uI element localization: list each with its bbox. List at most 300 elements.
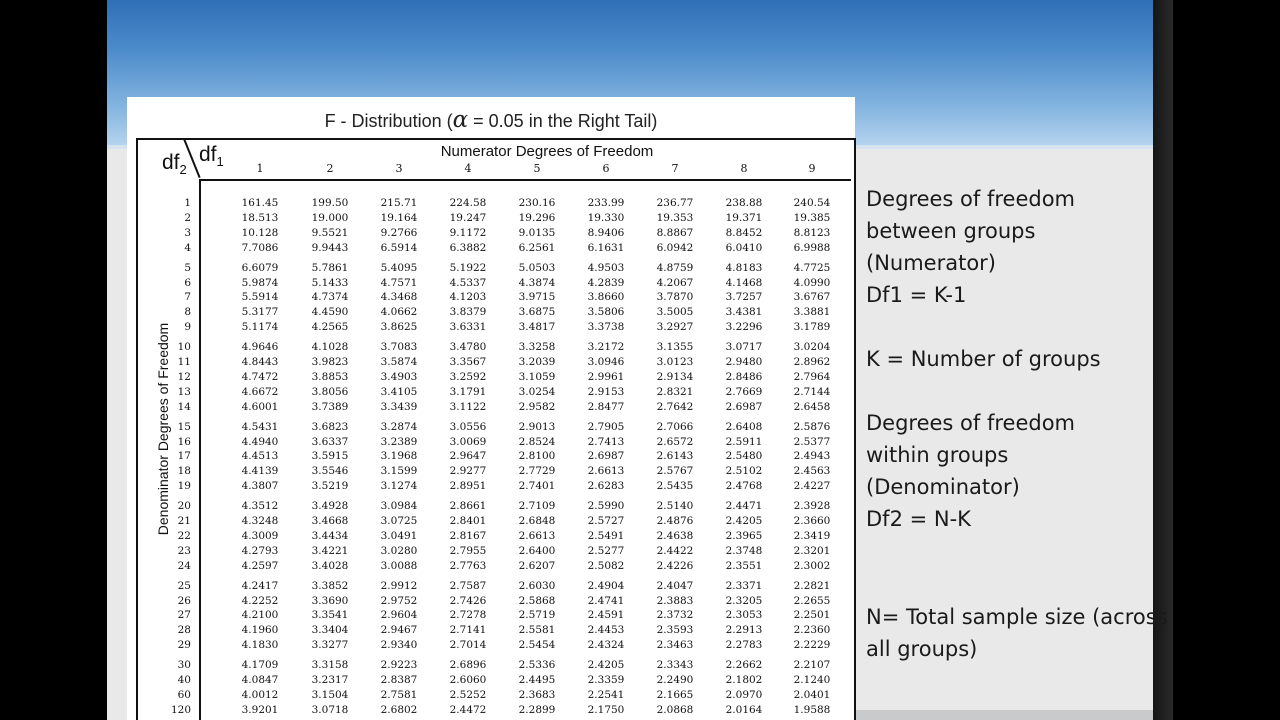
table-cell: 236.77: [656, 197, 694, 209]
table-cell: 2.8951: [449, 480, 487, 493]
table-cell: 2.4227: [793, 480, 831, 493]
notes-panel: [866, 183, 1173, 665]
table-cell: 4.7725: [793, 261, 831, 274]
table-cell: 3.1122: [449, 400, 487, 413]
table-cell: 3.1791: [449, 385, 487, 398]
table-cell: 3.3541: [311, 609, 349, 622]
row-df-label: 18: [177, 465, 191, 478]
table-cell: 3.8379: [449, 306, 487, 319]
column-header: 8: [740, 162, 748, 175]
table-cell: 2.9912: [380, 579, 418, 592]
table-cell: 4.1960: [241, 624, 279, 637]
table-cell: 6.0942: [656, 241, 694, 254]
table-cell: 2.0164: [725, 703, 763, 716]
table-cell: 2.2490: [656, 674, 694, 686]
table-cell: 4.5337: [449, 276, 487, 289]
table-cell: 2.9467: [380, 624, 418, 637]
note-df2-formula: Df2 = N-K: [866, 507, 971, 531]
table-cell: 4.3807: [241, 480, 279, 493]
column-header: 6: [602, 162, 610, 175]
table-cell: 3.2172: [587, 341, 625, 354]
table-cell: 3.6823: [311, 420, 349, 433]
table-cell: 3.0491: [380, 529, 418, 542]
table-cell: 2.6060: [449, 674, 487, 686]
table-cell: 19.296: [518, 211, 556, 224]
table-cell: 6.9988: [793, 241, 831, 254]
table-cell: 3.4105: [380, 385, 418, 398]
row-df-label: 14: [177, 400, 191, 413]
table-cell: 4.6001: [241, 400, 279, 413]
table-cell: 19.000: [311, 211, 349, 224]
table-cell: 2.2821: [793, 579, 831, 592]
table-cell: 3.2317: [311, 674, 349, 686]
column-header: 9: [808, 162, 816, 175]
table-cell: 2.3201: [793, 544, 831, 557]
table-cell: 3.3567: [449, 356, 487, 368]
table-cell: 2.4741: [587, 594, 625, 607]
table-cell: 2.8167: [449, 529, 487, 542]
table-cell: 3.2039: [518, 356, 556, 368]
row-df-label: 22: [177, 529, 191, 542]
footer-bar: [855, 710, 1153, 720]
table-cell: 5.5914: [241, 291, 279, 304]
table-cell: 3.7083: [380, 341, 418, 354]
table-cell: 2.7669: [725, 385, 763, 398]
table-cell: 2.9480: [725, 356, 763, 368]
row-df-label: 12: [177, 370, 191, 383]
table-cell: 199.50: [311, 197, 349, 209]
table-cell: 4.1468: [725, 276, 763, 289]
table-cell: 2.3683: [518, 688, 556, 701]
table-cell: 2.9277: [449, 465, 487, 478]
row-df-label: 13: [177, 385, 191, 398]
table-cell: 2.8321: [656, 385, 694, 398]
corner-df1: $df_1$: [199, 143, 224, 170]
table-cell: 3.5546: [311, 465, 349, 478]
table-cell: 5.3177: [241, 306, 279, 319]
table-cell: 2.5480: [725, 450, 763, 463]
table-cell: 2.4472: [449, 703, 487, 716]
table-cell: 3.7257: [725, 291, 763, 304]
table-cell: 2.2541: [587, 688, 625, 701]
table-cell: 3.0718: [311, 703, 349, 716]
table-cell: 2.7729: [518, 465, 556, 478]
table-cell: 19.164: [380, 211, 418, 224]
table-cell: 2.8387: [380, 674, 418, 686]
table-cell: 4.0847: [241, 674, 279, 686]
row-df-label: 15: [177, 420, 191, 433]
table-cell: 230.16: [518, 197, 556, 209]
table-cell: 2.3748: [725, 544, 763, 557]
table-cell: 2.9582: [518, 400, 556, 413]
table-cell: 2.6283: [587, 480, 625, 493]
table-cell: 2.3053: [725, 609, 763, 622]
table-cell: 5.1922: [449, 261, 487, 274]
table-cell: 2.3928: [793, 500, 831, 513]
row-df-label: 8: [184, 306, 191, 319]
table-cell: 4.2839: [587, 276, 625, 289]
table-cell: 9.2766: [380, 226, 418, 239]
table-cell: 2.5868: [518, 594, 556, 607]
table-cell: 2.9134: [656, 370, 694, 383]
table-cell: 2.9647: [449, 450, 487, 463]
table-cell: 2.3419: [793, 529, 831, 542]
table-cell: 238.88: [725, 197, 763, 209]
table-cell: 3.8853: [311, 370, 349, 383]
row-df-label: 40: [177, 674, 191, 686]
slide: [107, 0, 1173, 720]
table-cell: 7.7086: [241, 241, 279, 254]
table-cell: 2.0970: [725, 688, 763, 701]
row-df-label: 27: [177, 609, 191, 622]
table-cell: 3.0946: [587, 356, 625, 368]
table-cell: 5.9874: [241, 276, 279, 289]
table-cell: 2.6896: [449, 659, 487, 672]
table-cell: 4.1203: [449, 291, 487, 304]
table-cell: 2.5435: [656, 480, 694, 493]
table-cell: 2.8477: [587, 400, 625, 413]
table-cell: 2.6207: [518, 559, 556, 572]
table-cell: 2.6613: [518, 529, 556, 542]
table-cell: 3.1059: [518, 370, 556, 383]
table-cell: 2.5277: [587, 544, 625, 557]
table-cell: 2.6848: [518, 515, 556, 527]
table-cell: 2.8524: [518, 435, 556, 448]
note-between-line2: between groups: [866, 219, 1036, 243]
table-cell: 4.3512: [241, 500, 279, 513]
table-cell: 2.7066: [656, 420, 694, 433]
table-cell: 224.58: [449, 197, 487, 209]
table-cell: 2.9961: [587, 370, 625, 383]
table-cell: 2.3660: [793, 515, 831, 527]
table-cell: 2.7763: [449, 559, 487, 572]
table-cell: 2.5876: [793, 420, 831, 433]
table-cell: 2.7401: [518, 480, 556, 493]
row-df-label: 30: [177, 659, 191, 672]
table-cell: 3.4903: [380, 370, 418, 383]
table-cell: 3.0123: [656, 356, 694, 368]
table-cell: 3.6875: [518, 306, 556, 319]
table-cell: 3.4221: [311, 544, 349, 557]
table-cell: 5.7861: [311, 261, 349, 274]
column-header: 4: [464, 162, 472, 175]
table-cell: 3.0254: [518, 385, 556, 398]
table-cell: 3.0204: [793, 341, 831, 354]
table-cell: 6.5914: [380, 241, 418, 254]
table-cell: 4.1709: [241, 659, 279, 672]
table-cell: 2.6143: [656, 450, 694, 463]
table-cell: 2.4943: [793, 450, 831, 463]
note-k-definition: K = Number of groups: [866, 347, 1101, 371]
table-cell: 2.7426: [449, 594, 487, 607]
table-cell: 2.6408: [725, 420, 763, 433]
table-cell: 2.3359: [587, 674, 625, 686]
table-cell: 10.128: [241, 226, 279, 239]
table-cell: 4.8183: [725, 261, 763, 274]
table-cell: 3.1968: [380, 450, 418, 463]
table-cell: 2.8401: [449, 515, 487, 527]
table-cell: 3.0725: [380, 515, 418, 527]
table-cell: 4.7374: [311, 291, 349, 304]
table-cell: 3.5874: [380, 356, 418, 368]
table-cell: 3.1274: [380, 480, 418, 493]
table-cell: 2.6802: [380, 703, 418, 716]
note-between-line1: Degrees of freedom: [866, 187, 1076, 211]
table-cell: 4.3009: [241, 529, 279, 542]
table-cell: 3.9823: [311, 356, 349, 368]
numerator-heading: Numerator Degrees of Freedom: [440, 143, 654, 160]
table-cell: 2.5491: [587, 529, 625, 542]
table-cell: 2.9340: [380, 639, 418, 652]
row-df-label: 23: [177, 544, 191, 557]
table-cell: 2.3593: [656, 624, 694, 637]
table-cell: 5.0503: [518, 261, 556, 274]
table-cell: 5.1433: [311, 276, 349, 289]
table-cell: 3.3690: [311, 594, 349, 607]
table-cell: 3.3852: [311, 579, 349, 592]
table-cell: 3.4928: [311, 500, 349, 513]
table-cell: 4.5431: [241, 420, 279, 433]
table-cell: 3.4817: [518, 321, 556, 334]
table-cell: 3.2592: [449, 370, 487, 383]
column-header: 2: [326, 162, 334, 175]
table-cell: 4.2565: [311, 321, 349, 334]
row-df-label: 17: [177, 450, 191, 463]
table-cell: 2.4768: [725, 480, 763, 493]
table-cell: 4.7472: [241, 370, 279, 383]
row-df-label: 5: [184, 261, 191, 274]
table-cell: 4.9503: [587, 261, 625, 274]
table-cell: 3.3881: [793, 306, 831, 319]
table-cell: 2.7581: [380, 688, 418, 701]
table-cell: 233.99: [587, 197, 625, 209]
table-cell: 2.9223: [380, 659, 418, 672]
table-cell: 161.45: [241, 197, 279, 209]
table-cell: 2.2783: [725, 639, 763, 652]
table-cell: 2.9604: [380, 609, 418, 622]
header-rule: [199, 179, 851, 181]
table-cell: 6.1631: [587, 241, 625, 254]
table-cell: 2.4638: [656, 529, 694, 542]
table-cell: 2.2107: [793, 659, 831, 672]
table-cell: 2.0401: [793, 688, 831, 701]
table-cell: 2.4904: [587, 579, 625, 592]
table-cell: 2.3732: [656, 609, 694, 622]
table-cell: 3.3404: [311, 624, 349, 637]
table-cell: 2.3002: [793, 559, 831, 572]
row-df-label: 9: [184, 321, 191, 334]
table-cell: 2.4422: [656, 544, 694, 557]
table-cell: 4.3248: [241, 515, 279, 527]
table-cell: 19.330: [587, 211, 625, 224]
table-cell: 3.8056: [311, 385, 349, 398]
table-cell: 2.4495: [518, 674, 556, 686]
table-cell: 4.3874: [518, 276, 556, 289]
table-cell: 19.371: [725, 211, 763, 224]
table-cell: 3.5005: [656, 306, 694, 319]
note-within-line3: (Denominator): [866, 475, 1020, 499]
note-between-line3: (Numerator): [866, 251, 996, 275]
table-cell: 8.9406: [587, 226, 625, 239]
table-cell: 8.8452: [725, 226, 763, 239]
table-cell: 2.5990: [587, 500, 625, 513]
column-header: 7: [671, 162, 679, 175]
table-cell: 1.9588: [793, 703, 831, 716]
table-cell: 2.2655: [793, 594, 831, 607]
table-cell: 2.5336: [518, 659, 556, 672]
table-cell: 2.6613: [587, 465, 625, 478]
table-cell: 2.5911: [725, 435, 763, 448]
table-cell: 3.9715: [518, 291, 556, 304]
table-cell: 2.5581: [518, 624, 556, 637]
row-df-label: 19: [177, 480, 191, 493]
note-n-definition-line2: all groups): [866, 637, 978, 661]
table-cell: 8.8123: [793, 226, 831, 239]
table-cell: 2.4047: [656, 579, 694, 592]
table-cell: 4.4513: [241, 450, 279, 463]
table-title: F - Distribution (α = 0.05 in the Right Tail): [324, 107, 658, 133]
table-cell: 3.1355: [656, 341, 694, 354]
table-cell: 3.2927: [656, 321, 694, 334]
row-df-label: 21: [177, 515, 191, 527]
table-cell: 4.4139: [241, 465, 279, 478]
table-cell: 2.2360: [793, 624, 831, 637]
table-cell: 3.1599: [380, 465, 418, 478]
table-cell: 2.9752: [380, 594, 418, 607]
table-cell: 2.5252: [449, 688, 487, 701]
table-cell: 2.4205: [725, 515, 763, 527]
table-cell: 2.3371: [725, 579, 763, 592]
table-cell: 4.2100: [241, 609, 279, 622]
table-cell: 2.1240: [793, 674, 831, 686]
table-cell: 2.2662: [725, 659, 763, 672]
row-df-label: 120: [170, 703, 191, 716]
row-label-rule: [199, 179, 201, 720]
row-df-label: 6: [184, 276, 191, 289]
table-cell: 4.8443: [241, 356, 279, 368]
table-cell: 2.3205: [725, 594, 763, 607]
table-cell: 2.4471: [725, 500, 763, 513]
table-cell: 2.8962: [793, 356, 831, 368]
table-cell: 3.5219: [311, 480, 349, 493]
table-cell: 2.7141: [449, 624, 487, 637]
table-cell: 2.4205: [587, 659, 625, 672]
table-cell: 6.2561: [518, 241, 556, 254]
table-cell: 2.5719: [518, 609, 556, 622]
corner-df2: $df_2$: [162, 151, 187, 178]
table-cell: 4.2793: [241, 544, 279, 557]
table-cell: 2.5727: [587, 515, 625, 527]
table-cell: 2.4324: [587, 639, 625, 652]
denominator-heading: Denominator Degrees of Freedom: [155, 322, 171, 536]
note-within-line2: within groups: [866, 443, 1009, 467]
table-cell: 3.3738: [587, 321, 625, 334]
table-cell: 2.8486: [725, 370, 763, 383]
table-cell: 19.353: [656, 211, 694, 224]
note-df1-formula: Df1 = K-1: [866, 283, 967, 307]
row-df-label: 11: [177, 356, 191, 368]
table-cell: 5.1174: [241, 321, 279, 334]
table-cell: 2.2899: [518, 703, 556, 716]
table-cell: 2.6987: [587, 450, 625, 463]
table-cell: 5.4095: [380, 261, 418, 274]
table-cell: 18.513: [241, 211, 279, 224]
table-cell: 2.5102: [725, 465, 763, 478]
table-cell: 2.7144: [793, 385, 831, 398]
table-cell: 2.4591: [587, 609, 625, 622]
table-cell: 2.7278: [449, 609, 487, 622]
table-cell: 2.3343: [656, 659, 694, 672]
table-cell: 3.0088: [380, 559, 418, 572]
table-cell: 3.8660: [587, 291, 625, 304]
table-cell: 4.2067: [656, 276, 694, 289]
table-cell: 2.1802: [725, 674, 763, 686]
table-cell: 4.2597: [241, 559, 279, 572]
table-cell: 2.9013: [518, 420, 556, 433]
table-cell: 2.2229: [793, 639, 831, 652]
table-cell: 3.3258: [518, 341, 556, 354]
table-cell: 3.4668: [311, 515, 349, 527]
table-cell: 3.3158: [311, 659, 349, 672]
table-cell: 6.6079: [241, 261, 279, 274]
table-cell: 6.3882: [449, 241, 487, 254]
table-cell: 2.7642: [656, 400, 694, 413]
table-cell: 2.9153: [587, 385, 625, 398]
table-cell: 3.3277: [311, 639, 349, 652]
table-cell: 6.0410: [725, 241, 763, 254]
row-df-label: 3: [184, 226, 191, 239]
table-cell: 3.7389: [311, 400, 349, 413]
table-cell: 2.4876: [656, 515, 694, 527]
row-df-label: 16: [177, 435, 191, 448]
table-cell: 3.8625: [380, 321, 418, 334]
table-cell: 2.7014: [449, 639, 487, 652]
table-cell: 2.7955: [449, 544, 487, 557]
table-cell: 3.1789: [793, 321, 831, 334]
row-df-label: 29: [177, 639, 191, 652]
table-cell: 4.1028: [311, 341, 349, 354]
table-cell: 2.5454: [518, 639, 556, 652]
table-cell: 4.0012: [241, 688, 279, 701]
note-n-definition-line1: N= Total sample size (across: [866, 605, 1168, 629]
table-cell: 9.0135: [518, 226, 556, 239]
note-within-line1: Degrees of freedom: [866, 411, 1076, 435]
row-df-label: 2: [184, 211, 191, 224]
table-cell: 4.6672: [241, 385, 279, 398]
table-cell: 3.6337: [311, 435, 349, 448]
table-cell: 2.6987: [725, 400, 763, 413]
table-cell: 2.5140: [656, 500, 694, 513]
row-df-label: 24: [177, 559, 191, 572]
alpha-symbol: α: [452, 107, 469, 133]
table-cell: 4.9646: [241, 341, 279, 354]
row-df-label: 1: [184, 197, 191, 209]
table-cell: 3.2874: [380, 420, 418, 433]
table-cell: 3.4780: [449, 341, 487, 354]
table-cell: 4.8759: [656, 261, 694, 274]
table-cell: 2.7109: [518, 500, 556, 513]
table-cell: 4.1830: [241, 639, 279, 652]
row-df-label: 26: [177, 594, 191, 607]
column-header: 5: [533, 162, 541, 175]
table-cell: 2.2501: [793, 609, 831, 622]
table-cell: 2.7964: [793, 370, 831, 383]
table-cell: 2.3883: [656, 594, 694, 607]
table-cell: 3.4434: [311, 529, 349, 542]
table-cell: 2.4226: [656, 559, 694, 572]
table-cell: 3.0717: [725, 341, 763, 354]
table-cell: 2.0868: [656, 703, 694, 716]
